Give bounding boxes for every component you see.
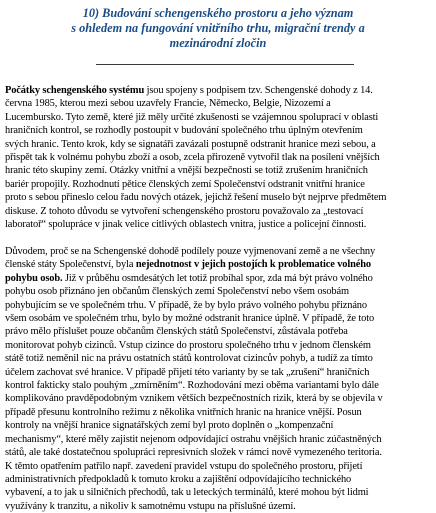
text-line: monitorovat pohyb cizinců. Vstup cizince do prostoru společného trhu v jednom členském — [5, 339, 371, 351]
bold-lead-term: Počátky schengenského systému — [5, 85, 145, 96]
text-line: mechanismy“, které měly zajistit nejenom odpovídající ostrahu vnějších hranic zúčastněných — [5, 433, 382, 445]
text-line: svých hranic. Tento krok, kdy se signatáři zavázali postupně odstranit hranice mezi sebou, a — [5, 138, 376, 150]
heading-line: 10) Budování schengenského prostoru a jeho význam — [82, 6, 354, 20]
text-line: států, ale také dostatečnou spolupráci represivních složek v rámci nově vymezeného teritoria. — [5, 447, 382, 459]
text-line: diskuse. Z tohoto důvodu se vytvoření schengenského prostoru považovalo za „testovací — [5, 205, 364, 217]
text-line: přispět tak k volnému pohybu zboží a osob, zcela přirozeně vytvořil tlak na posílení vnějších — [5, 152, 380, 164]
text-line: pohybujícím se ve společném trhu. V případě, že by bylo právo volného pohybu přiznáno — [5, 299, 367, 311]
text-line: hranic této skupiny zemí. Otázky vnitřní a vnější bezpečnosti se totiž zrušením hraničních — [5, 165, 368, 177]
heading-underline — [96, 64, 354, 65]
text-line: pohybu osob přiznáno jen občanům členských zemí Společenství nebo všem osobám — [5, 286, 349, 298]
text-fragment: členské státy Společenství, byla — [5, 259, 136, 271]
text-line: administrativních předpokladů k tomuto kroku a zajištění odpovídajícího technického — [5, 473, 352, 485]
text-line — [5, 84, 431, 97]
text-line: června 1985, kterou mezi sebou uzavřely Francie, Německo, Belgie, Nizozemí a — [5, 98, 331, 110]
text-line: Důvodem, proč se na Schengenské dohodě podílely pouze vyjmenovaní země a ne všechny — [5, 246, 376, 257]
bold-phrase: nejednotnost v jejich postojích k problematice volného — [135, 259, 372, 271]
text-line: proto s sebou přineslo celou řadu nových otázek, jejichž řešení muselo být nejprve předmětem — [5, 192, 387, 204]
text-fragment: jsou spojeny s podpisem tzv. Schengenské dohody z 14. — [144, 85, 373, 96]
section-heading — [60, 6, 376, 51]
text-line: všem osobám ve společném trhu, bylo by možné odstranit hranice úplně. V případě, že toto — [5, 313, 375, 325]
text-line: kontroly na vnější hranice signatářských zemí byl proto doplněn o „kompenzační — [5, 420, 334, 432]
text-line: hraničních kontrol, se rozhodly postoupit v budování společného trhu úplným otevřením — [5, 125, 363, 137]
text-line: vybavení, a to jak u silničních přechodů, tak u leteckých terminálů, které mohou být lidmi — [5, 487, 369, 499]
text-fragment: Již v průběhu osmdesátých let totiž probíhal spor, zda má být právo volného — [62, 272, 373, 284]
text-line: státě totiž neměnil nic na právu ostatních států kontrolovat cizincův pohyb, a tudíž za tímto — [5, 353, 373, 365]
text-line — [5, 272, 431, 285]
text-line: komplikováno pravděpodobným vznikem větších bezpečnostních rizik, která by se objevila v — [5, 393, 383, 405]
heading-line: mezinárodní zločin — [169, 36, 267, 50]
text-line: kontrol fakticky stalo pouhým „zmírněním“. Rozhodování mezi oběma variantami bylo dále — [5, 380, 379, 392]
text-line: právo mělo příslušet pouze občanům členských států Společenství, zůstávala potřeba — [5, 326, 348, 338]
bold-phrase: pohybu osob. — [5, 272, 63, 284]
heading-line: s ohledem na fungování vnitřního trhu, migrační trendy a — [71, 21, 365, 35]
text-line — [5, 258, 431, 271]
paragraph-reasons — [5, 245, 431, 513]
text-line: případě přesunu kontrolního režimu z několika vnitřních hranic na hranice vnější. Posun — [5, 406, 362, 418]
text-line: účelem zachovat své hranice. V případě přijetí této varianty by se tak „zrušení“ hraničních — [5, 366, 370, 378]
text-line: laboratoř“ spolupráce v jinak velice citlivých oblastech vnitra, justice a policejní činnosti. — [5, 219, 367, 231]
paragraph-origins — [5, 84, 431, 231]
text-line: K těmto opatřením patřilo např. zavedení pravidel vstupu do společného prostoru, přijetí — [5, 460, 363, 472]
text-line: bariér propojily. Rozhodnutí pětice členských zemí Společenství odstranit vnitřní hranice — [5, 178, 365, 190]
text-line: Lucembursko. Tyto země, které již měly určité zkušenosti se vzájemnou spoluprací v oblasti — [5, 111, 379, 123]
text-line: využívány k tranzitu, a nikoliv k samotnému vstupu na příslušné území. — [5, 500, 296, 512]
